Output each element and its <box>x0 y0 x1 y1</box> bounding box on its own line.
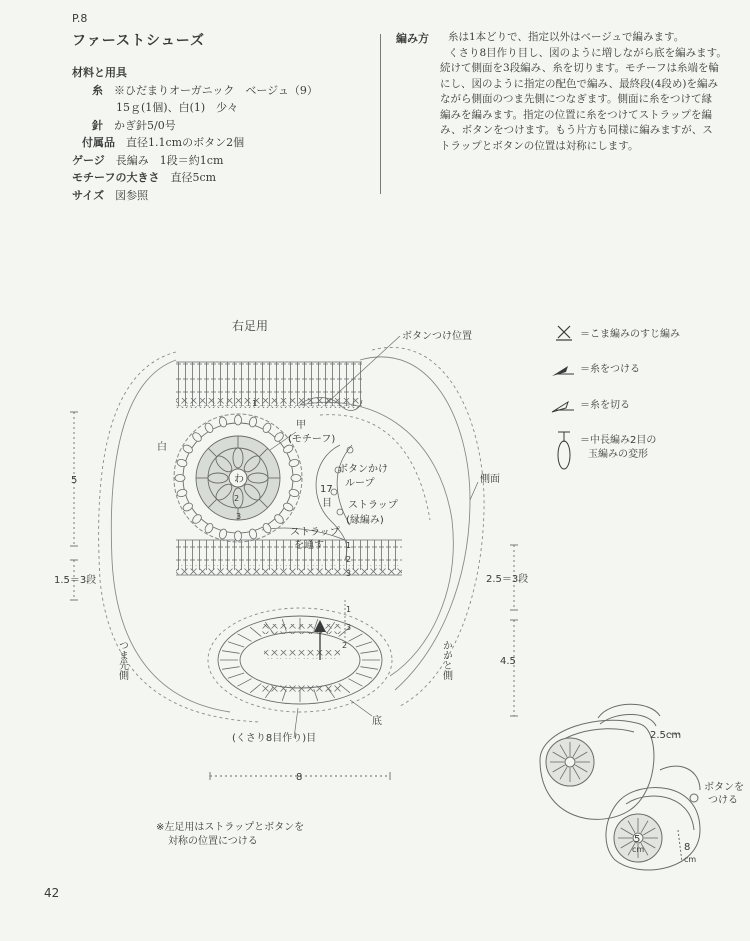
row-number: 2 <box>234 494 240 503</box>
dimension-5: 5 <box>71 475 78 486</box>
row-number: 3 <box>346 623 352 632</box>
legend <box>552 326 680 469</box>
dimension-lines <box>70 412 518 780</box>
toe-side-label: つま先側 <box>116 640 128 680</box>
join-yarn-icon <box>552 366 574 376</box>
row-number: 1 <box>346 605 352 614</box>
method-line: トラップとボタンの位置は対称にします。 <box>440 139 639 152</box>
size-value: 図参照 <box>115 188 149 202</box>
page-number: 42 <box>44 886 60 900</box>
illustration-dim-5-unit: cm <box>632 845 645 854</box>
strap-label: ストラップ <box>348 500 398 511</box>
legend-puff-2: 玉編みの変形 <box>588 449 648 460</box>
needle-label: 針 <box>92 118 103 132</box>
loop-count-number: 17 <box>320 484 333 495</box>
method-line: くさり8目作り目し、図のように増しながら底を編みます。 <box>448 46 727 59</box>
button-loop-label-2: ループ <box>345 478 375 489</box>
gauge-value: 長編み 1段＝約1cm <box>115 153 224 167</box>
loop-count-unit: 目 <box>322 498 332 509</box>
row-number: 1 <box>252 399 258 408</box>
strap-edging-label: (縁編み) <box>346 515 384 526</box>
motif-value: 直径5cm <box>170 171 217 184</box>
row-number: 2 <box>346 555 352 564</box>
pattern-title: ファーストシューズ <box>72 33 206 49</box>
white-yarn-label: 白 <box>157 442 167 453</box>
yarn-value: ※ひだまりオーガニック ベージュ（9） <box>114 83 318 97</box>
strap-through-label-2: を通す <box>294 540 324 551</box>
illustration-button-label-1: ボタンを <box>704 782 744 793</box>
dimension-1-5: 1.5＝3段 <box>54 575 97 586</box>
left-foot-note-1: ※左足用はストラップとボタンを <box>156 822 305 833</box>
accessories-label: 付属品 <box>82 136 115 149</box>
needle-value: かぎ針5/0号 <box>114 118 176 132</box>
page-reference: P.8 <box>72 12 88 25</box>
button-loop-label-1: ボタンかけ <box>338 464 388 475</box>
illustration-dim-5-num: 5 <box>634 834 641 845</box>
diagram-title: 右足用 <box>232 319 269 333</box>
row-number: 3 <box>346 569 352 578</box>
cut-yarn-icon <box>552 402 574 412</box>
strap-through-label-1: ストラップ <box>290 527 340 538</box>
sole-label: 底 <box>372 716 382 727</box>
chain-start-label: (くさり8目作り)目 <box>232 733 317 744</box>
size-label: サイズ <box>72 188 105 202</box>
legend-puff-1: ＝中長編み2目の <box>580 435 657 446</box>
row-number: 3 <box>236 512 242 521</box>
method-line: 続けて側面を3段編み、糸を切ります。モチーフは糸端を輪 <box>440 62 719 74</box>
illustration-dim-8-unit: cm <box>684 855 697 864</box>
yarn-value-2: 15ｇ(1個)、白(1) 少々 <box>116 101 239 114</box>
puff-stitch-icon <box>558 432 570 469</box>
heel-side-label: かかと側 <box>440 640 452 680</box>
legend-sc-back-loop: ＝こま編みのすじ編み <box>580 329 680 340</box>
method-line: にし、図のように指定の配色で編み、最終段(4段め)を編み <box>440 77 719 90</box>
sole-diagram <box>208 600 392 712</box>
dimension-8: 8 <box>296 772 303 783</box>
row-number: 2 <box>342 641 348 650</box>
side-label: 側面 <box>480 474 500 485</box>
method-line: ながら側面のつま先側につなぎます。側面に糸をつけて縁 <box>440 93 712 105</box>
gauge-label: ゲージ <box>72 153 105 167</box>
sc-back-loop-icon <box>556 326 572 340</box>
accessories-value: 直径1.1cmのボタン2個 <box>126 136 245 149</box>
side-x-row-top <box>176 398 362 408</box>
method-line: 編みを編みます。指定の位置に糸をつけてストラップを編 <box>440 108 712 121</box>
motif-center-mark: わ <box>234 474 244 485</box>
legend-cut-yarn: ＝糸を切る <box>580 400 630 411</box>
illustration-dim-2-5: 2.5cm <box>650 730 682 741</box>
dimension-2-5: 2.5＝3段 <box>486 574 529 585</box>
legend-join-yarn: ＝糸をつける <box>580 364 640 375</box>
instep-motif-label: (モチーフ) <box>288 434 336 445</box>
method-line: 糸は1本どりで、指定以外はベージュで編みます。 <box>448 31 685 43</box>
dimension-4-5: 4.5 <box>500 656 516 667</box>
row-number: 1 <box>346 541 352 550</box>
motif-label: モチーフの大きさ <box>72 171 160 184</box>
side-x-row-bottom <box>176 565 402 575</box>
instep-label: 甲 <box>296 420 306 431</box>
method-label: 編み方 <box>396 32 429 45</box>
materials-heading: 材料と用具 <box>72 66 127 79</box>
yarn-label: 糸 <box>92 83 103 97</box>
illustration-button-label-2: つける <box>708 795 738 806</box>
method-line: み、ボタンをつけます。もう片方も同様に編みますが、ス <box>440 124 713 136</box>
button-position-label: ボタンつけ位置 <box>402 331 472 342</box>
left-foot-note-2: 対称の位置につける <box>168 836 258 847</box>
illustration-dim-8-num: 8 <box>684 842 691 853</box>
